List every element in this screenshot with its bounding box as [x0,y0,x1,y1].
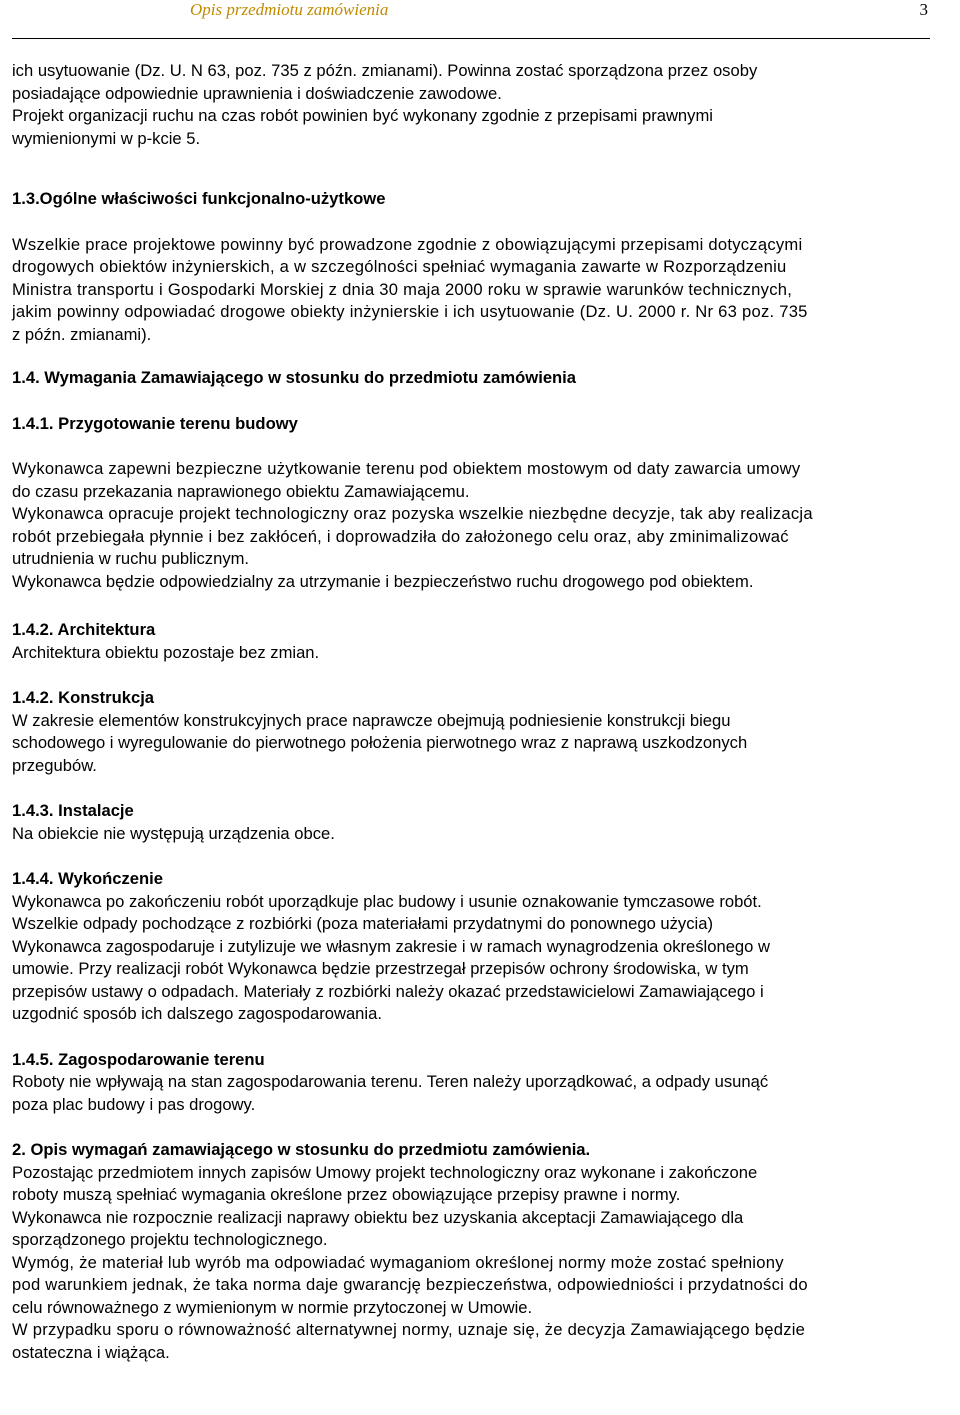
text-line: Wymóg, że materiał lub wyrób ma odpowiadać wymaganiom określonej normy może zostać spełniony [12,1252,784,1272]
text-line: ostateczna i wiążąca. [12,1342,170,1362]
text-line: Wykonawca zagospodaruje i zutylizuje we własnym zakresie i w ramach wynagrodzenia określonego w [12,936,770,956]
section-1-4-1-paragraph [12,458,956,593]
section-heading-1-4-2-architektura: 1.4.2. Architektura [12,620,156,639]
page-header [12,0,930,39]
section-2-paragraph [12,1162,956,1365]
header-title: Opis przedmiotu zamówienia [190,0,389,19]
text-line: roboty muszą spełniać wymagania określone przez obowiązujące przepisy prawne i normy. [12,1185,681,1204]
section-heading-2: 2. Opis wymagań zamawiającego w stosunku do przedmiotu zamówienia. [12,1140,591,1159]
text-line: W przypadku sporu o równoważność alternatywnej normy, uznaje się, że decyzja Zamawiającego będzie [12,1320,806,1339]
text-line: celu równoważnego z wymienionym w normie przytoczonej w Umowie. [12,1297,533,1317]
text-line: Wszelkie prace projektowe powinny być prowadzone zgodnie z obowiązującymi przepisami dotyczącymi [12,234,803,254]
text-line: poza plac budowy i pas drogowy. [12,1094,256,1114]
section-1-3-paragraph [12,234,956,347]
section-1-4-4-paragraph [12,891,956,1026]
section-heading-1-4-2-konstrukcja: 1.4.2. Konstrukcja [12,688,155,707]
section-heading-1-4-3: 1.4.3. Instalacje [12,801,134,820]
text-line: Wykonawca nie rozpocznie realizacji naprawy obiektu bez uzyskania akceptacji Zamawiającego dla [12,1207,744,1227]
section-heading-1-3: 1.3.Ogólne właściwości funkcjonalno-użytkowe [12,189,386,208]
text-line: Wykonawca opracuje projekt technologiczny oraz pozyska wszelkie niezbędne decyzje, tak aby realizacja [12,504,813,523]
text-line: sporządzonego projektu technologicznego. [12,1230,328,1249]
text-line: utrudnienia w ruchu publicznym. [12,549,250,568]
section-1-4-5-paragraph [12,1071,956,1116]
text-line: jakim powinny odpowiadać drogowe obiekty inżynierskie i ich usytuowanie (Dz. U. 2000 r. Nr 63 poz. 735 [12,302,808,321]
section-heading-1-4: 1.4. Wymagania Zamawiającego w stosunku do przedmiotu zamówienia [12,368,577,387]
text-line: Pozostając przedmiotem innych zapisów Umowy projekt technologiczny oraz wykonane i zakończone [12,1162,758,1182]
text-line: Roboty nie wpływają na stan zagospodarowania terenu. Teren należy uporządkować, a odpady usunąć [12,1072,769,1091]
intro-paragraph [12,60,956,150]
text-line: Architektura obiektu pozostaje bez zmian. [12,642,320,662]
text-line: pod warunkiem jednak, że taka norma daje gwarancję bezpieczeństwa, odpowiedniości i przydatności do [12,1275,808,1294]
section-heading-1-4-4: 1.4.4. Wykończenie [12,869,163,888]
text-line: umowie. Przy realizacji robót Wykonawca będzie przestrzegał przepisów ochrony środowiska, w tym [12,959,749,978]
text-line: ich usytuowanie (Dz. U. N 63, poz. 735 z późn. zmianami). Powinna zostać sporządzona przez osoby [12,61,758,80]
text-line: Wykonawca zapewni bezpieczne użytkowanie terenu pod obiektem mostowym od daty zawarcia umowy [12,459,801,478]
text-line: drogowych obiektów inżynierskich, a w szczególności spełniać wymagania zawarte w Rozporządzeniu [12,257,787,276]
text-line: posiadające odpowiednie uprawnienia i doświadczenie zawodowe. [12,83,502,103]
text-line: Wszelkie odpady pochodzące z rozbiórki (poza materiałami przydatnymi do ponownego użycia) [12,914,713,933]
text-line: Wykonawca po zakończeniu robót uporządkuje plac budowy i usunie oznakowanie tymczasowe robót. [12,891,762,911]
text-line: przegubów. [12,755,97,775]
text-line: W zakresie elementów konstrukcyjnych prace naprawcze obejmują podniesienie konstrukcji biegu [12,710,731,730]
text-line: wymienionymi w p-kcie 5. [12,128,201,148]
text-line: Na obiekcie nie występują urządzenia obce. [12,823,335,843]
text-line: Wykonawca będzie odpowiedzialny za utrzymanie i bezpieczeństwo ruchu drogowego pod obiektem. [12,571,754,591]
text-line: z późn. zmianami). [12,324,152,344]
text-line: Ministra transportu i Gospodarki Morskiej z dnia 30 maja 2000 roku w sprawie warunków technicznych, [12,279,793,299]
section-heading-1-4-5: 1.4.5. Zagospodarowanie terenu [12,1049,265,1069]
text-line: robót przebiegała płynnie i bez zakłóceń, i doprowadziła do założonego celu oraz, aby zminimalizować [12,526,789,546]
text-line: uzgodnić sposób ich dalszego zagospodarowania. [12,1004,382,1023]
text-line: przepisów ustawy o odpadach. Materiały z rozbiórki należy okazać przedstawicielowi Zamawiającego i [12,981,764,1001]
text-line: do czasu przekazania naprawionego obiektu Zamawiającemu. [12,481,470,501]
document-body [12,60,956,1364]
page-number: 3 [919,0,928,19]
section-heading-1-4-1: 1.4.1. Przygotowanie terenu budowy [12,413,298,433]
section-1-4-2-paragraph [12,710,956,778]
text-line: schodowego i wyregulowanie do pierwotnego położenia pierwotnego wraz z naprawą uszkodzonych [12,733,748,752]
text-line: Projekt organizacji ruchu na czas robót powinien być wykonany zgodnie z przepisami prawnymi [12,106,713,125]
